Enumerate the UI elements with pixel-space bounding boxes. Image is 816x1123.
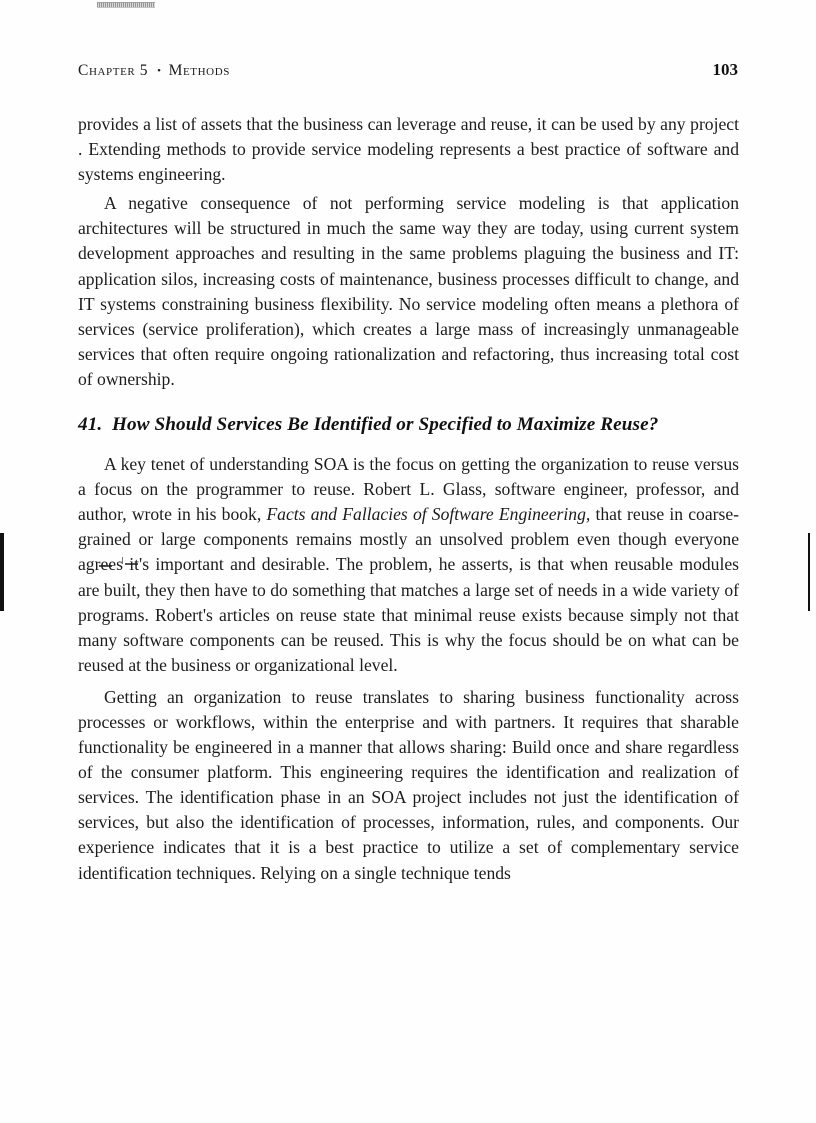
paragraph-getting-organization: Getting an organization to reuse translates to sharing business functionality across processes or workflows, within the enterprise and with partners. It requires that sharable functionality be engineered in a manner that allows sharing: Build once and share regardless of the consumer platform. This engineering requires the identification and realization of services. The identification phase in an SOA project includes not just the identification of services, but also the identification of processes, information, rules, and components. Our experience indicates that it is a best practice to utilize a set of complementary service identification techniques. Relying on a single technique tends (78, 686, 739, 883)
running-header (78, 60, 738, 82)
section-number: 41. (78, 414, 103, 436)
section-heading (78, 412, 739, 438)
paragraph-key-tenet (78, 452, 739, 678)
paragraph-negative-consequence: A negative consequence of not performing service modeling is that application architectures will be structured in much the same way they are today, using current system development approaches and resulting in the same problems plaguing the business and IT: application silos, increasing costs of maintenance, business processes difficult to change, and IT systems constraining business flexibility. No service modeling often means a plethora of services (service proliferation), which creates a large mass of increasingly unmanageable services that often require ongoing rationalization and refactoring, thus increasing total cost of ownership. (78, 193, 739, 389)
page-number: 103 (712, 60, 738, 79)
scan-artifact-top-rule (97, 2, 155, 8)
chapter-title: Methods (168, 62, 230, 79)
chapter-label: Chapter 5 (78, 62, 149, 79)
page-body (78, 112, 739, 886)
running-header-chapter (78, 62, 230, 80)
book-title: Facts and Fallacies of Software Engineering, (266, 504, 591, 525)
paragraph-text-after-title: that reuse in coarse-grained or large components remains mostly an unsolved problem even though everyone agrees it's important and desirable. The problem, he asserts, is that when reusable modules are built, they then have to do something that matches a large set of needs in a wide variety of programs. Robert's articles on reuse state that minimal reuse exists because simply not that many software components can be reused. This is why the focus should be on what can be reused at the business or organizational level. (78, 504, 739, 675)
section-heading-text: How Should Services Be Identified or Specified to Maximize Reuse? (112, 414, 659, 436)
paragraph-continuation: provides a list of assets that the business can leverage and reuse, it can be used by any project . Extending methods to provide service modeling represents a best practice of software and systems engineering. (78, 114, 739, 185)
bullet-separator-icon: • (157, 65, 162, 78)
scan-artifact-right-edge-bar (808, 533, 810, 611)
paragraph-text-before-title: A key tenet of understanding SOA is the focus on getting the organization to reuse versus a focus on the programmer to reuse. Robert L. Glass, software engineer, professor, and author, wrote in his book, (78, 454, 739, 525)
scan-artifact-left-edge-bar (0, 533, 4, 611)
